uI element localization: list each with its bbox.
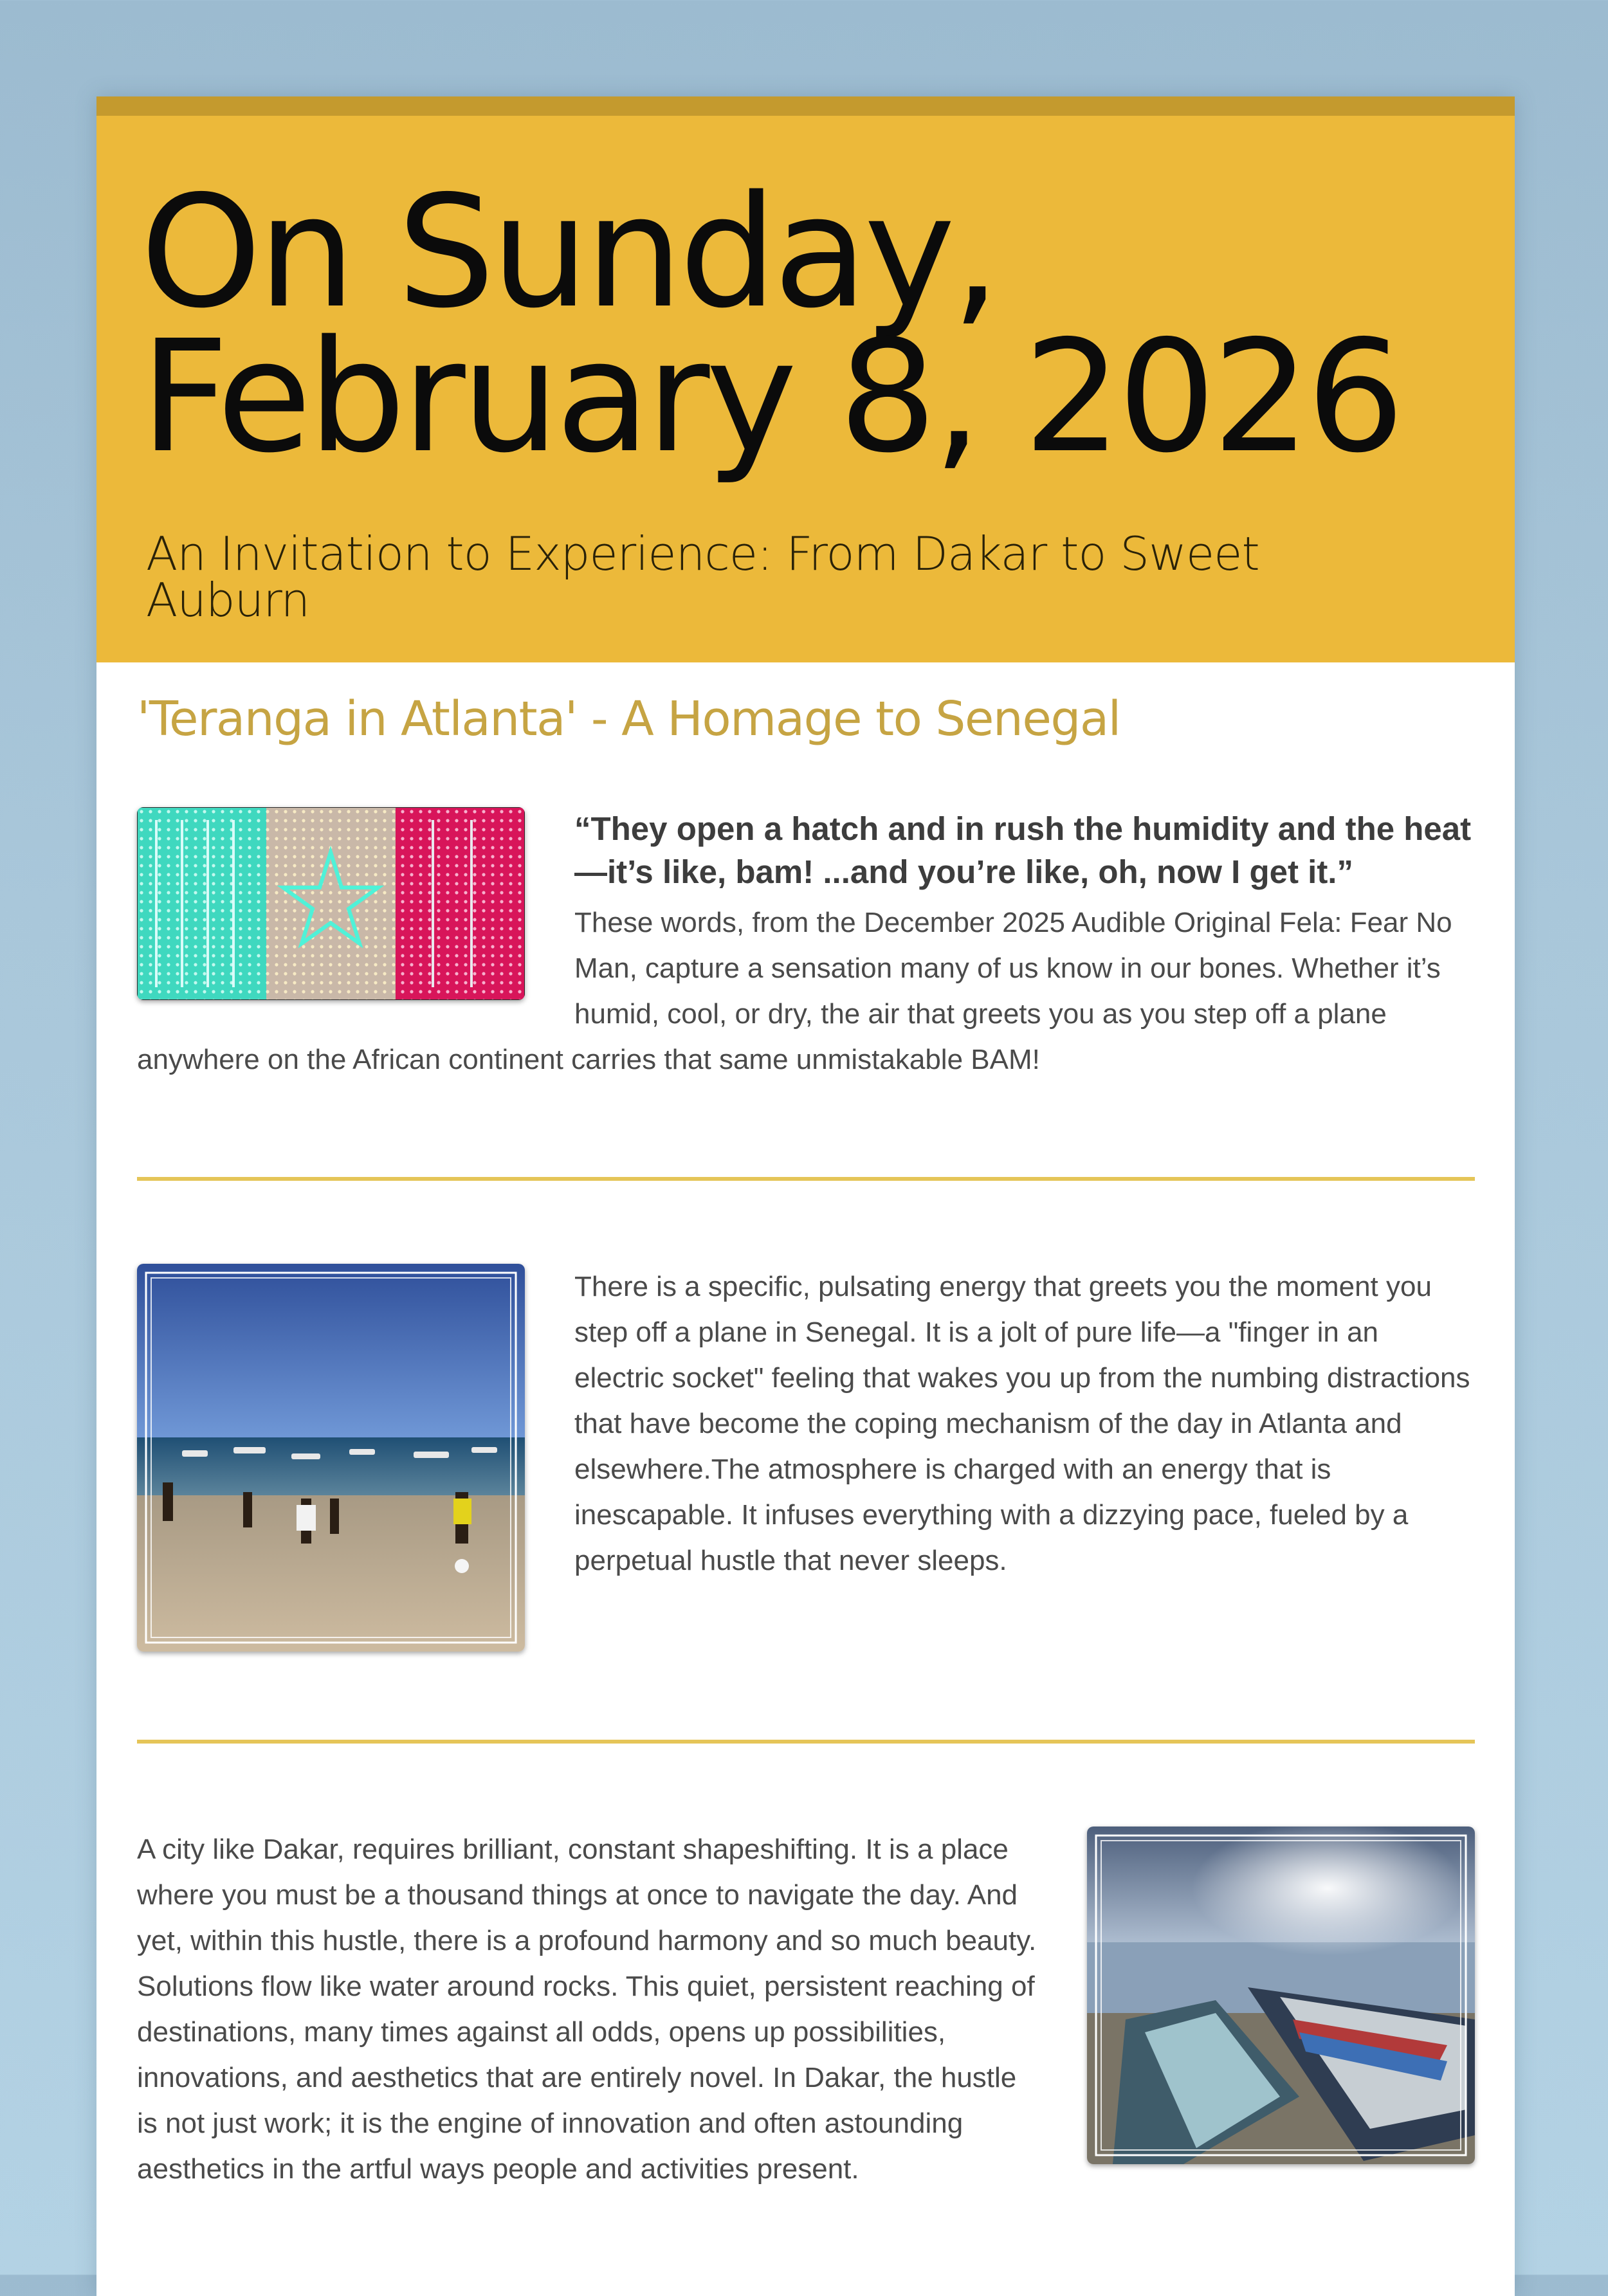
flag-lights-graphic xyxy=(137,807,525,1000)
hero-title xyxy=(140,162,1401,487)
fishing-boats-image xyxy=(1087,1827,1475,2164)
flag-lights-image xyxy=(137,807,525,1000)
content-block-1 xyxy=(137,807,1475,1082)
beach-football-graphic xyxy=(137,1264,525,1652)
hero-subtitle: An Invitation to Experience: From Dakar to Sweet Auburn xyxy=(146,527,1259,627)
card-top-bar xyxy=(96,96,1515,116)
fishing-boats-graphic xyxy=(1087,1827,1475,2164)
section-title: 'Teranga in Atlanta' - A Homage to Senegal xyxy=(137,691,1120,747)
beach-football-image xyxy=(137,1264,525,1652)
block3-paragraph: A city like Dakar, requires brilliant, constant shapeshifting. It is a place where you must be a thousand things at once to navigate the day. And yet, within this hustle, there is a profound harmony and so much beauty. Solutions flow like water around rocks. This quiet, persistent reaching of destinations, many times against all odds, opens up possibilities, innovations, and aesthetics that are entirely novel. In Dakar, the hustle is not just work; it is the engine of innovation and often astounding aesthetics in the artful ways people and activities present. xyxy=(137,1834,1037,2185)
content-block-3 xyxy=(137,1827,1475,2192)
block2-paragraph: There is a specific, pulsating energy that greets you the moment you step off a plane in Senegal. It is a jolt of pure life—a "finger in an electric socket" feeling that wakes you up from the numbing distractions that have become the coping mechanism of the day in Atlanta and elsewhere.The atmosphere is charged with an energy that is inescapable. It infuses everything with a dizzying pace, fueled by a perpetual hustle that never sleeps. xyxy=(574,1271,1470,1576)
block1-paragraph: These words, from the December 2025 Audible Original Fela: Fear No Man, capture a sensation many of us know in our bones. Whether it’s humid, cool, or dry, the air that greets you as you step off a plane anywhere on the African continent carries that same unmistakable BAM! xyxy=(137,907,1452,1075)
hero-title-line1: On Sunday, xyxy=(140,162,997,342)
section-divider-1 xyxy=(137,1177,1475,1181)
hero-title-line2: February 8, 2026 xyxy=(140,307,1401,487)
newsletter-card xyxy=(96,96,1515,2296)
quote-text: “They open a hatch and in rush the humidity and the heat—it’s like, bam! ...and you’re like, oh, now I get it.” xyxy=(574,810,1472,890)
hero-banner xyxy=(96,116,1515,662)
section-divider-2 xyxy=(137,1740,1475,1744)
content-block-2 xyxy=(137,1264,1475,1664)
